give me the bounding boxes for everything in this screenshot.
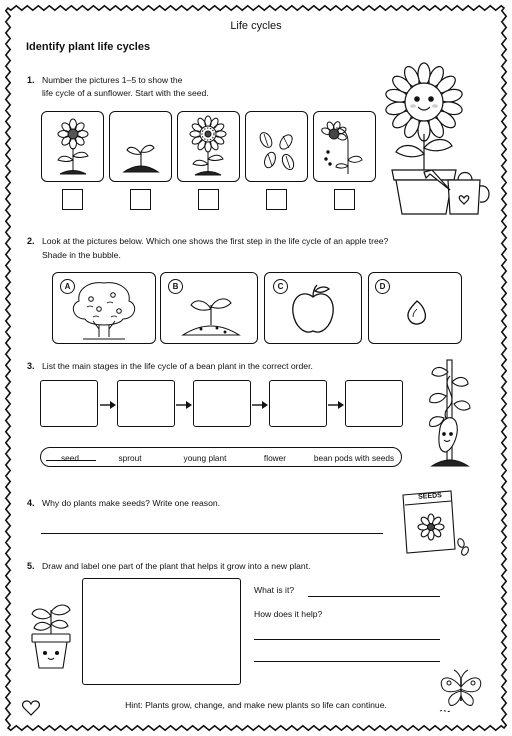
- q5-how-answer-line-2[interactable]: [254, 661, 440, 662]
- q1-number: 1.: [27, 75, 35, 85]
- q1-number-box-3[interactable]: [198, 189, 219, 210]
- wilted-sunflower-icon: [314, 112, 375, 181]
- q1-number-box-4[interactable]: [266, 189, 287, 210]
- sunflower-pot-icon: [378, 62, 494, 220]
- q1-line1: Number the pictures 1–5 to show the: [42, 75, 183, 85]
- word-bank-item: young plant: [183, 453, 227, 463]
- q1-picture-card-3: [177, 111, 240, 182]
- seed-packet-label: SEEDS: [417, 492, 443, 501]
- arrow-right-icon: [251, 400, 269, 410]
- q5-how-label: How does it help?: [254, 609, 323, 619]
- q3-stage-box-4[interactable]: [269, 380, 327, 427]
- q2-bubble-a[interactable]: A: [60, 279, 75, 294]
- q4-answer-line[interactable]: [41, 533, 383, 534]
- q3-stage-box-1[interactable]: [40, 380, 98, 427]
- q4-number: 4.: [27, 498, 35, 508]
- q1-number-box-2[interactable]: [130, 189, 151, 210]
- sprout-icon: [110, 112, 171, 181]
- q1-number-box-1[interactable]: [62, 189, 83, 210]
- page-title: Life cycles: [230, 20, 282, 32]
- q3-stage-box-5[interactable]: [345, 380, 403, 427]
- small-sunflower-icon: [42, 112, 103, 181]
- q3-stage-box-3[interactable]: [193, 380, 251, 427]
- word-bank-item: flower: [263, 453, 287, 463]
- word-bank-item: bean pods with seeds: [313, 453, 395, 463]
- q2-line1: Look at the pictures below. Which one shows the first step in the life cycle of an apple tree?: [42, 236, 389, 246]
- q5-what-answer-line[interactable]: [308, 596, 440, 597]
- potted-plant-icon: [26, 600, 76, 672]
- q2-line2: Shade in the bubble.: [42, 250, 121, 260]
- arrow-right-icon: [327, 400, 345, 410]
- page-subtitle: Identify plant life cycles: [26, 41, 151, 53]
- grown-sunflower-icon: [178, 112, 239, 181]
- q5-how-answer-line-1[interactable]: [254, 639, 440, 640]
- word-bank-item: seed: [61, 453, 79, 463]
- hint-text: Hint: Plants grow, change, and make new plants so life can continue.: [125, 700, 387, 710]
- q2-bubble-b[interactable]: B: [168, 279, 183, 294]
- q5-number: 5.: [27, 561, 35, 571]
- word-bank-item: sprout: [118, 453, 142, 463]
- q2-number: 2.: [27, 236, 35, 246]
- q5-what-label: What is it?: [254, 585, 295, 595]
- q3-number: 3.: [27, 361, 35, 371]
- q3-stage-box-2[interactable]: [117, 380, 175, 427]
- q1-line2: life cycle of a sunflower. Start with the seed.: [42, 88, 209, 98]
- q5-text: Draw and label one part of the plant that helps it grow into a new plant.: [42, 561, 311, 571]
- q1-picture-card-2: [109, 111, 172, 182]
- q2-bubble-d[interactable]: D: [375, 279, 390, 294]
- sunflower-seeds-icon: [246, 112, 307, 181]
- bean-plant-icon: [410, 356, 486, 474]
- seed-packet-icon: [399, 489, 469, 557]
- q5-drawing-box[interactable]: [82, 578, 241, 685]
- q4-text: Why do plants make seeds? Write one reason.: [42, 498, 221, 508]
- arrow-right-icon: [175, 400, 193, 410]
- arrow-right-icon: [99, 400, 117, 410]
- q2-bubble-c[interactable]: C: [273, 279, 288, 294]
- q1-picture-card-1: [41, 111, 104, 182]
- q1-picture-card-5: [313, 111, 376, 182]
- q1-picture-card-4: [245, 111, 308, 182]
- q3-text: List the main stages in the life cycle of a bean plant in the correct order.: [42, 361, 313, 371]
- q1-number-box-5[interactable]: [334, 189, 355, 210]
